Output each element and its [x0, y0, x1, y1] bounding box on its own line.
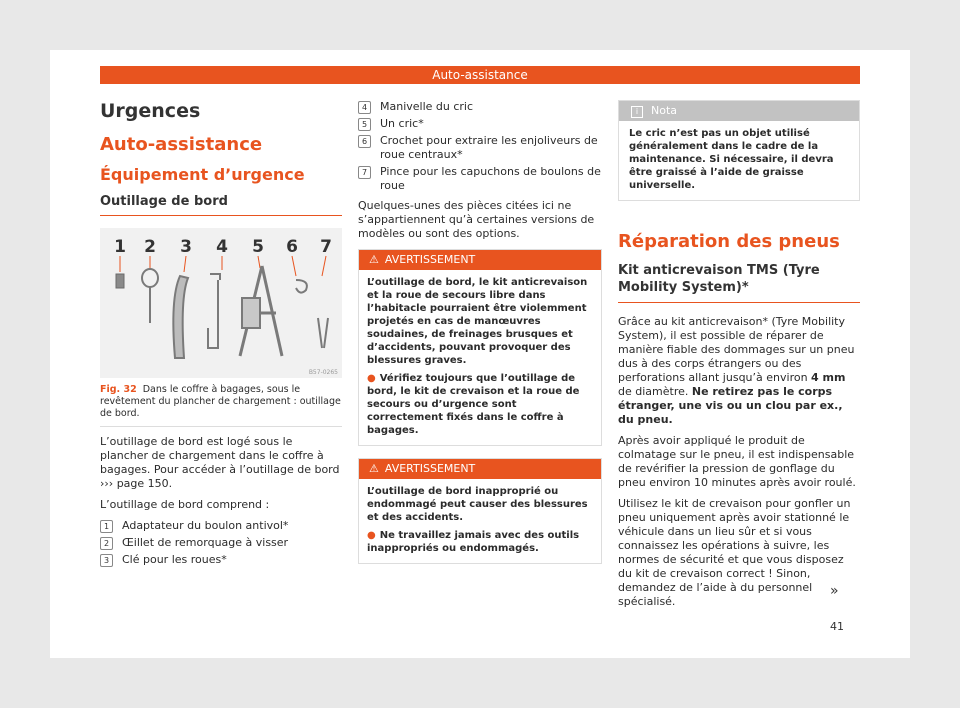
item-text: Adaptateur du boulon antivol*: [122, 519, 289, 532]
fig-label-3: 3: [180, 237, 192, 257]
list-item: [100, 553, 342, 567]
tow-eye-icon: [142, 269, 158, 287]
para-outillage-location: L’outillage de bord est logé sous le plancher de chargement dans le coffre à bagages. Pour accéder à l’outillage de bord ››› page 150.: [100, 435, 340, 490]
heading-reparation: Réparation des pneus: [618, 231, 840, 252]
wheel-wrench-icon: [173, 276, 188, 358]
item-number: 5: [358, 118, 371, 131]
heading-auto-assistance: Auto-assistance: [100, 134, 263, 155]
warning-box-1: [358, 249, 602, 446]
antitheft-adapter-icon: [116, 274, 124, 288]
heading-equipement: Équipement d’urgence: [100, 165, 305, 184]
warning-text: L’outillage de bord, le kit anticrevaison et la roue de secours libre dans l’habitacle pourraient être violemment projetés en cas de manœuvres soudaines, de freinages brusques et d’accidents, pouvant provoquer des blessures graves.: [367, 277, 588, 366]
bolt-cap-pliers-icon: [318, 318, 328, 348]
list-item: [358, 134, 602, 162]
list-item: [100, 519, 342, 533]
jack-crank-icon: [208, 274, 220, 348]
fig-label-6: 6: [286, 237, 298, 257]
figure-code: B57-0265: [308, 369, 338, 376]
warning-header: [359, 250, 601, 270]
warning-bullet-text: Vérifiez toujours que l’outillage de bord, le kit de crevaison et la roue de secours ou d’urgence sont correctement fixés dans le coffre à bagages.: [367, 373, 580, 436]
section-header: Auto-assistance: [100, 66, 860, 84]
hubcap-hook-icon: [296, 280, 307, 293]
item-text: Un cric*: [380, 117, 424, 130]
item-number: 3: [100, 554, 113, 567]
warning-box-2: [358, 458, 602, 564]
warning-icon: ⚠: [369, 253, 379, 266]
note-text: Le cric n’est pas un objet utilisé généralement dans le cadre de la maintenance. Si nécessaire, il devra être graissé à l’aide de graisse universelle.: [629, 128, 834, 191]
item-text: Pince pour les capuchons de boulons de roue: [380, 165, 601, 192]
info-icon: i: [631, 106, 643, 118]
heading-kit: Kit anticrevaison TMS (Tyre Mobility System)*: [618, 262, 860, 303]
column-middle: [358, 100, 602, 576]
continued-marker: »: [830, 583, 839, 599]
note-header: [619, 101, 859, 121]
item-number: 4: [358, 101, 371, 114]
item-number: 1: [100, 520, 113, 533]
column-left: [100, 100, 342, 570]
para-outillage-comprend: L’outillage de bord comprend :: [100, 498, 270, 511]
item-number: 2: [100, 537, 113, 550]
para-kit-usage: Utilisez le kit de crevaison pour gonfler un pneu uniquement après avoir stationné le véhicule dans un lieu sûr et si vous connaissez les opérations à suivre, les normes de sécurité et que vous disposez du kit de crevaison correct ! Sinon, demandez de l’aide à du personnel spécialisé.: [618, 497, 851, 608]
item-text: Manivelle du cric: [380, 100, 474, 113]
figure-caption: [100, 384, 342, 427]
bullet-icon: ●: [367, 373, 376, 384]
warning-body: [359, 270, 601, 445]
bullet-icon: ●: [367, 530, 376, 541]
item-text: Crochet pour extraire les enjoliveurs de roue centraux*: [380, 134, 598, 161]
list-item: [100, 536, 342, 550]
list-item: [358, 117, 602, 131]
warning-title: AVERTISSEMENT: [384, 253, 476, 266]
warning-header: [359, 459, 601, 479]
warning-bullet: [367, 372, 593, 437]
para-bold-text: Ne retirez pas le corps étranger, une vis ou un clou par ex., du pneu.: [618, 385, 843, 426]
fig-label-1: 1: [114, 237, 126, 257]
para-kit-intro: [618, 315, 860, 427]
para-options: Quelques-unes des pièces citées ici ne s’appartiennent qu’à certaines versions de modèles ou sont des options.: [358, 199, 595, 240]
tools-illustration: [100, 228, 342, 378]
list-item: [358, 165, 602, 193]
warning-body: [359, 479, 601, 563]
heading-outillage: Outillage de bord: [100, 194, 342, 216]
item-text: Clé pour les roues*: [122, 553, 227, 566]
column-right: [618, 100, 860, 616]
para-text: de diamètre.: [618, 385, 692, 398]
warning-bullet-text: Ne travaillez jamais avec des outils inappropriés ou endommagés.: [367, 530, 580, 554]
fig-label-7: 7: [320, 237, 332, 257]
note-title: Nota: [651, 104, 678, 117]
para-kit-pressure: Après avoir appliqué le produit de colmatage sur le pneu, il est indispensable de revérifier la pression de gonflage du pneu environ 10 minutes après avoir roulé.: [618, 434, 856, 489]
fig-label-5: 5: [252, 237, 264, 257]
figure-caption-text: Dans le coffre à bagages, sous le revêtement du plancher de chargement : outillage de bord.: [100, 384, 341, 419]
list-item: [358, 100, 602, 114]
item-text: Œillet de remorquage à visser: [122, 536, 289, 549]
warning-icon: ⚠: [369, 462, 379, 475]
figure-number: Fig. 32: [100, 384, 137, 395]
note-box: [618, 100, 860, 201]
item-number: 6: [358, 135, 371, 148]
para-text: Grâce au kit anticrevaison* (Tyre Mobility System), il est possible de réparer de manière fiable des dommages sur un pneu dus à des corps étrangers ou des perforations allant jusqu’à environ: [618, 315, 855, 384]
warning-text: L’outillage de bord inapproprié ou endommagé peut causer des blessures et des accidents.: [367, 486, 588, 523]
page-number: 41: [830, 620, 844, 633]
para-bold-value: 4 mm: [811, 371, 846, 384]
tools-figure: [100, 228, 342, 378]
item-number: 7: [358, 166, 371, 179]
warning-title: AVERTISSEMENT: [384, 462, 476, 475]
warning-bullet: [367, 529, 593, 555]
fig-label-2: 2: [144, 237, 156, 257]
heading-urgences: Urgences: [100, 100, 201, 122]
fig-label-4: 4: [216, 237, 228, 257]
